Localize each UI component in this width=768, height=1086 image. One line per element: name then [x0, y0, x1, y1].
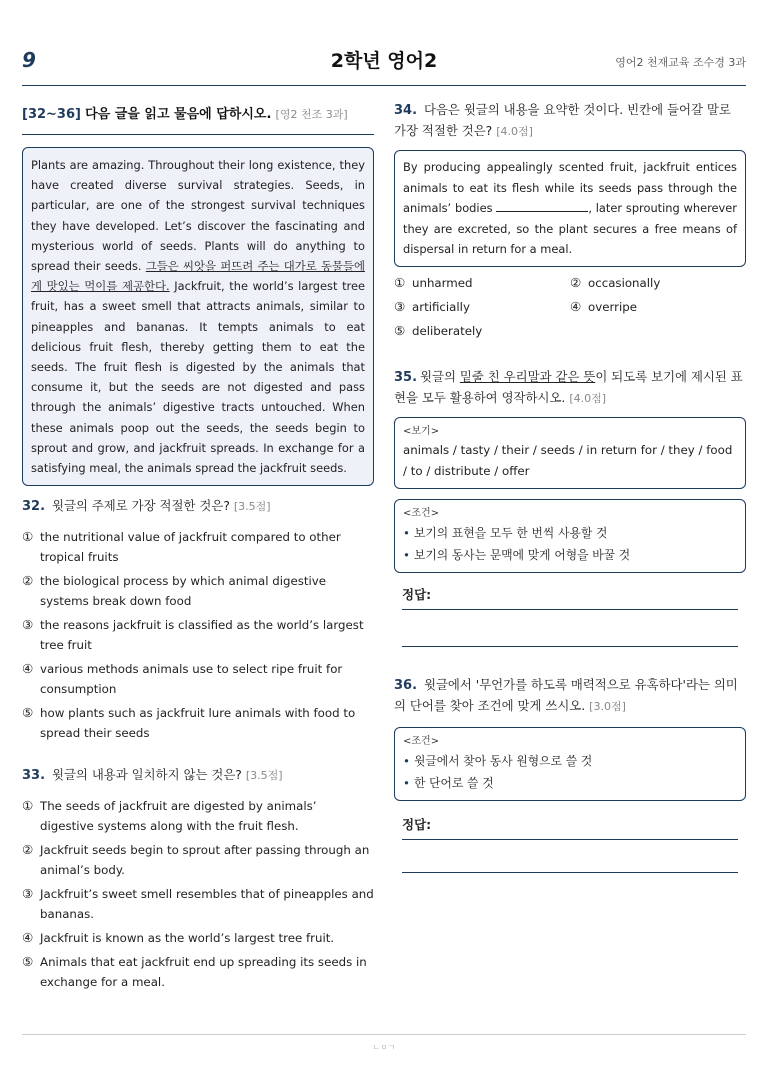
summary-text-2: , later sprouting wherever they are excreted, so the plant secures a free means of dispersal in return for a meal. [403, 201, 737, 257]
bullet-icon: • [403, 525, 410, 540]
question-35-stem [394, 367, 746, 409]
footer-divider [22, 1034, 746, 1035]
condition-item [403, 544, 737, 566]
page-number: 9 [22, 48, 36, 72]
choice-option[interactable] [394, 321, 570, 341]
choice-option[interactable] [22, 659, 374, 699]
bullet-icon: • [403, 753, 410, 768]
bullet-icon: • [403, 547, 410, 562]
answer-line[interactable] [402, 839, 738, 840]
question-35-text-2: 이 되도록 보기에 제시된 표현을 모두 활용하여 영작하시오. [394, 368, 743, 405]
condition-item [403, 772, 737, 794]
choice-number: ③ [22, 617, 34, 633]
condition-text: 보기의 동사는 문맥에 맞게 어형을 바꿀 것 [413, 547, 631, 562]
question-32-text: 윗글의 주제로 가장 적절한 것은? [51, 498, 230, 514]
question-33-choices [22, 796, 374, 992]
question-32-points: [3.5점] [233, 500, 271, 514]
choice-text: occasionally [588, 275, 661, 290]
page-subtitle: 영어2 천재교육 조수경 3과 [615, 56, 746, 69]
choice-option[interactable] [22, 527, 374, 567]
choice-option[interactable] [22, 571, 374, 611]
page-header [22, 40, 746, 86]
question-36-stem [394, 675, 746, 717]
choice-option[interactable] [22, 796, 374, 836]
question-32-number: 32. [22, 499, 46, 515]
choice-option[interactable] [394, 297, 570, 317]
conditions-box [394, 499, 746, 573]
passage-underlined-sentence: 그들은 씨앗을 퍼뜨려 주는 대가로 동물들에게 맛있는 먹이를 제공한다. [31, 259, 365, 294]
question-33-stem [22, 765, 374, 786]
choice-text: The seeds of jackfruit are digested by animals’ digestive systems along with the fruit flesh. [40, 799, 317, 834]
choice-number: ④ [22, 661, 34, 677]
choice-text: overripe [588, 299, 637, 314]
summary-box [394, 150, 746, 267]
footer-mark: ㄴㅇㄱ [372, 1043, 396, 1052]
choice-text: various methods animals use to select ripe fruit for consumption [40, 662, 343, 697]
bogi-label: <보기> [403, 425, 440, 437]
question-34 [394, 100, 746, 345]
choice-option[interactable] [394, 273, 570, 293]
choice-number: ① [22, 529, 34, 545]
choice-number: ② [22, 573, 34, 589]
choice-option[interactable] [22, 615, 374, 655]
choice-option[interactable] [22, 703, 374, 743]
section-range: [32~36] [22, 107, 81, 122]
question-35 [394, 367, 746, 647]
choice-number: ④ [22, 930, 34, 946]
condition-item [403, 750, 737, 772]
passage-text-1: Plants are amazing. Throughout their long existence, they have created diverse survival strategies. Seeds, in particular, are one of the strongest survival techniques they have developed. Let’s discover the fascinating and mysterious world of seeds. Plants will do anything to spread their seeds. [31, 158, 365, 274]
choice-number: ⑤ [22, 705, 34, 721]
choice-text: the nutritional value of jackfruit compared to other tropical fruits [40, 530, 341, 565]
choice-number: ④ [570, 298, 582, 314]
question-33-text: 윗글의 내용과 일치하지 않는 것은? [51, 767, 242, 783]
question-32 [22, 496, 374, 743]
condition-text: 보기의 표현을 모두 한 번씩 사용할 것 [413, 525, 608, 540]
conditions-label: <조건> [403, 735, 440, 747]
choice-text: Jackfruit seeds begin to sprout after passing through an animal’s body. [40, 843, 370, 878]
choice-text: Jackfruit’s sweet smell resembles that of pineapples and bananas. [40, 887, 374, 922]
choice-option[interactable] [22, 952, 374, 992]
question-36 [394, 675, 746, 873]
choice-option[interactable] [570, 297, 746, 317]
question-36-text: 윗글에서 '무언가를 하도록 매력적으로 유혹하다'라는 의미의 단어를 찾아 조건에 맞게 쓰시오. [394, 676, 738, 713]
question-35-points: [4.0점] [569, 391, 607, 405]
answer-label: 정답: [402, 816, 432, 832]
question-33 [22, 765, 374, 992]
question-33-number: 33. [22, 768, 46, 784]
question-34-stem [394, 100, 746, 142]
choice-number: ② [22, 842, 34, 858]
choice-number: ⑤ [394, 322, 406, 338]
choice-number: ② [570, 274, 582, 290]
choice-number: ③ [22, 886, 34, 902]
choice-text: the reasons jackfruit is classified as the world’s largest tree fruit [40, 618, 364, 653]
choice-text: the biological process by which animal digestive systems break down food [40, 574, 327, 609]
question-35-text-1: 윗글의 [420, 368, 460, 384]
choice-text: Animals that eat jackfruit end up spreading its seeds in exchange for a meal. [40, 955, 367, 990]
question-36-points: [3.0점] [589, 699, 626, 713]
question-34-choices [394, 273, 746, 345]
choice-text: how plants such as jackfruit lure animals with food to spread their seeds [40, 706, 356, 741]
answer-line[interactable] [402, 646, 738, 647]
bullet-icon: • [403, 775, 410, 790]
right-column [394, 100, 746, 873]
passage-text-2: Jackfruit, the world’s largest tree fruit, has a sweet smell that attracts animals, similar to pineapples and bananas. It tempts animals to eat delicious fruit flesh, thereby getting them to eat the seeds. The fruit flesh is digested by the animals that consume it, but the seeds are not digested and pass through the animals’ digestive tracts untouched. When these animals poop out the seeds, the seeds begin to sprout and grow, and jackfruit spreads. In exchange for a satisfying meal, the animals spread the jackfruit seeds. [31, 279, 365, 476]
conditions-label: <조건> [403, 507, 440, 519]
condition-item [403, 522, 737, 544]
choice-text: deliberately [412, 323, 483, 338]
page-title: 2학년 영어2 [330, 50, 438, 72]
section-source: [영2 천조 3과] [275, 108, 348, 121]
summary-text-1: By producing appealingly scented fruit, jackfruit entices animals to eat its flesh while its seeds pass through the animals’ bodies [403, 160, 737, 216]
choice-option[interactable] [570, 273, 746, 293]
choice-option[interactable] [22, 840, 374, 880]
question-34-number: 34. [394, 103, 418, 118]
choice-option[interactable] [22, 928, 374, 948]
section-heading [22, 104, 374, 135]
choice-number: ① [394, 274, 406, 290]
question-32-stem [22, 496, 374, 517]
choice-option[interactable] [22, 884, 374, 924]
choice-text: artificially [412, 299, 470, 314]
choice-number: ⑤ [22, 954, 34, 970]
answer-line[interactable] [402, 609, 738, 610]
conditions-box [394, 727, 746, 801]
left-column [22, 104, 374, 996]
bogi-words: animals / tasty / their / seeds / in return for / they / food / to / distribute / offer [403, 442, 733, 478]
question-34-points: [4.0점] [496, 125, 533, 138]
choice-text: Jackfruit is known as the world’s largest tree fruit. [40, 931, 335, 946]
question-35-underlined: 밑줄 친 우리말과 같은 뜻 [459, 368, 596, 384]
question-32-choices [22, 527, 374, 743]
question-35-number: 35. [394, 369, 418, 385]
bogi-box [394, 417, 746, 489]
section-instruction: 다음 글을 읽고 물음에 답하시오. [85, 107, 272, 122]
summary-blank [496, 202, 588, 212]
condition-text: 한 단어로 쓸 것 [413, 775, 494, 790]
question-36-number: 36. [394, 677, 418, 693]
choice-number: ③ [394, 298, 406, 314]
question-33-points: [3.5점] [245, 769, 283, 783]
choice-text: unharmed [412, 275, 473, 290]
question-34-text: 다음은 윗글의 내용을 요약한 것이다. 빈칸에 들어갈 말로 가장 적절한 것은? [394, 102, 731, 138]
answer-label: 정답: [402, 586, 432, 602]
condition-text: 윗글에서 찾아 동사 원형으로 쓸 것 [413, 753, 593, 768]
reading-passage [22, 147, 374, 486]
answer-line[interactable] [402, 872, 738, 873]
choice-number: ① [22, 798, 34, 814]
